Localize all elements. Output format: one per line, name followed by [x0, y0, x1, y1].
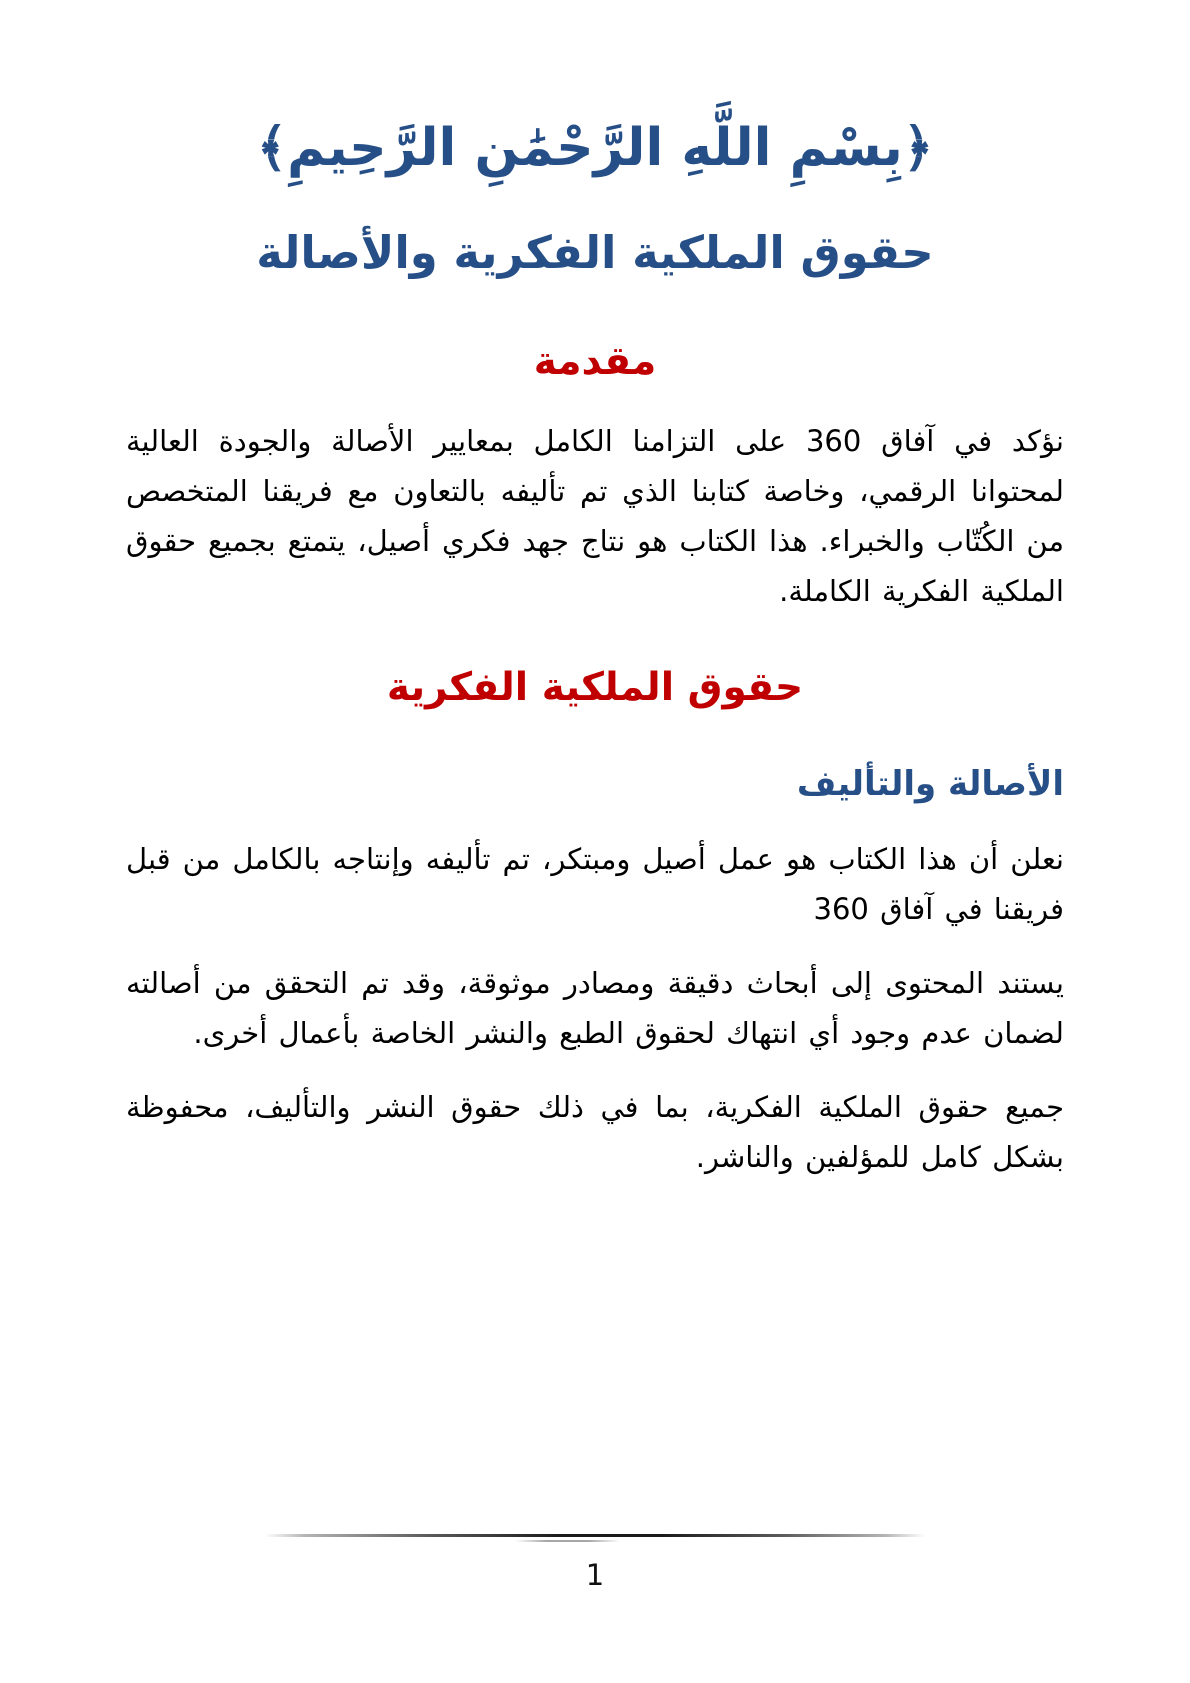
document-title: حقوق الملكية الفكرية والأصالة: [256, 226, 934, 279]
subsection-heading-originality-authorship: الأصالة والتأليف: [796, 764, 1064, 804]
paragraph-research-verification: يستند المحتوى إلى أبحاث دقيقة ومصادر موثوقة، وقد تم التحقق من أصالته لضمان عدم وجود أي انتهاك لحقوق الطبع والنشر الخاصة بأعمال أخرى.: [126, 966, 1064, 1050]
introduction-paragraph: نؤكد في آفاق 360 على التزامنا الكامل بمعايير الأصالة والجودة العالية لمحتوانا الرقمي، وخاصة كتابنا الذي تم تأليفه بالتعاون مع فريقنا المتخصص من الكُتّاب والخبراء. هذا الكتاب هو نتاج جهد فكري أصيل، يتمتع بجميع حقوق الملكية الفكرية الكاملة.: [126, 424, 1065, 608]
basmala-verse: ﴿بِسْمِ اللَّهِ الرَّحْمَٰنِ الرَّحِيمِ﴾: [256, 118, 934, 178]
page-number: 1: [585, 1558, 605, 1592]
paragraph-originality-declaration: نعلن أن هذا الكتاب هو عمل أصيل ومبتكر، تم تأليفه وإنتاجه بالكامل من قبل فريقنا في آفاق 360: [126, 842, 1064, 926]
page-footer: [0, 1534, 1190, 1592]
section-heading-introduction: مقدمة: [533, 339, 657, 384]
footer-divider-accent-stroke: [515, 1540, 620, 1542]
paragraph-rights-reserved: جميع حقوق الملكية الفكرية، بما في ذلك حقوق النشر والتأليف، محفوظة بشكل كامل للمؤلفين والناشر.: [126, 1090, 1064, 1174]
section-heading-intellectual-property: حقوق الملكية الفكرية: [386, 665, 804, 710]
footer-divider-main-stroke: [265, 1534, 925, 1537]
footer-divider-line: [265, 1534, 925, 1542]
